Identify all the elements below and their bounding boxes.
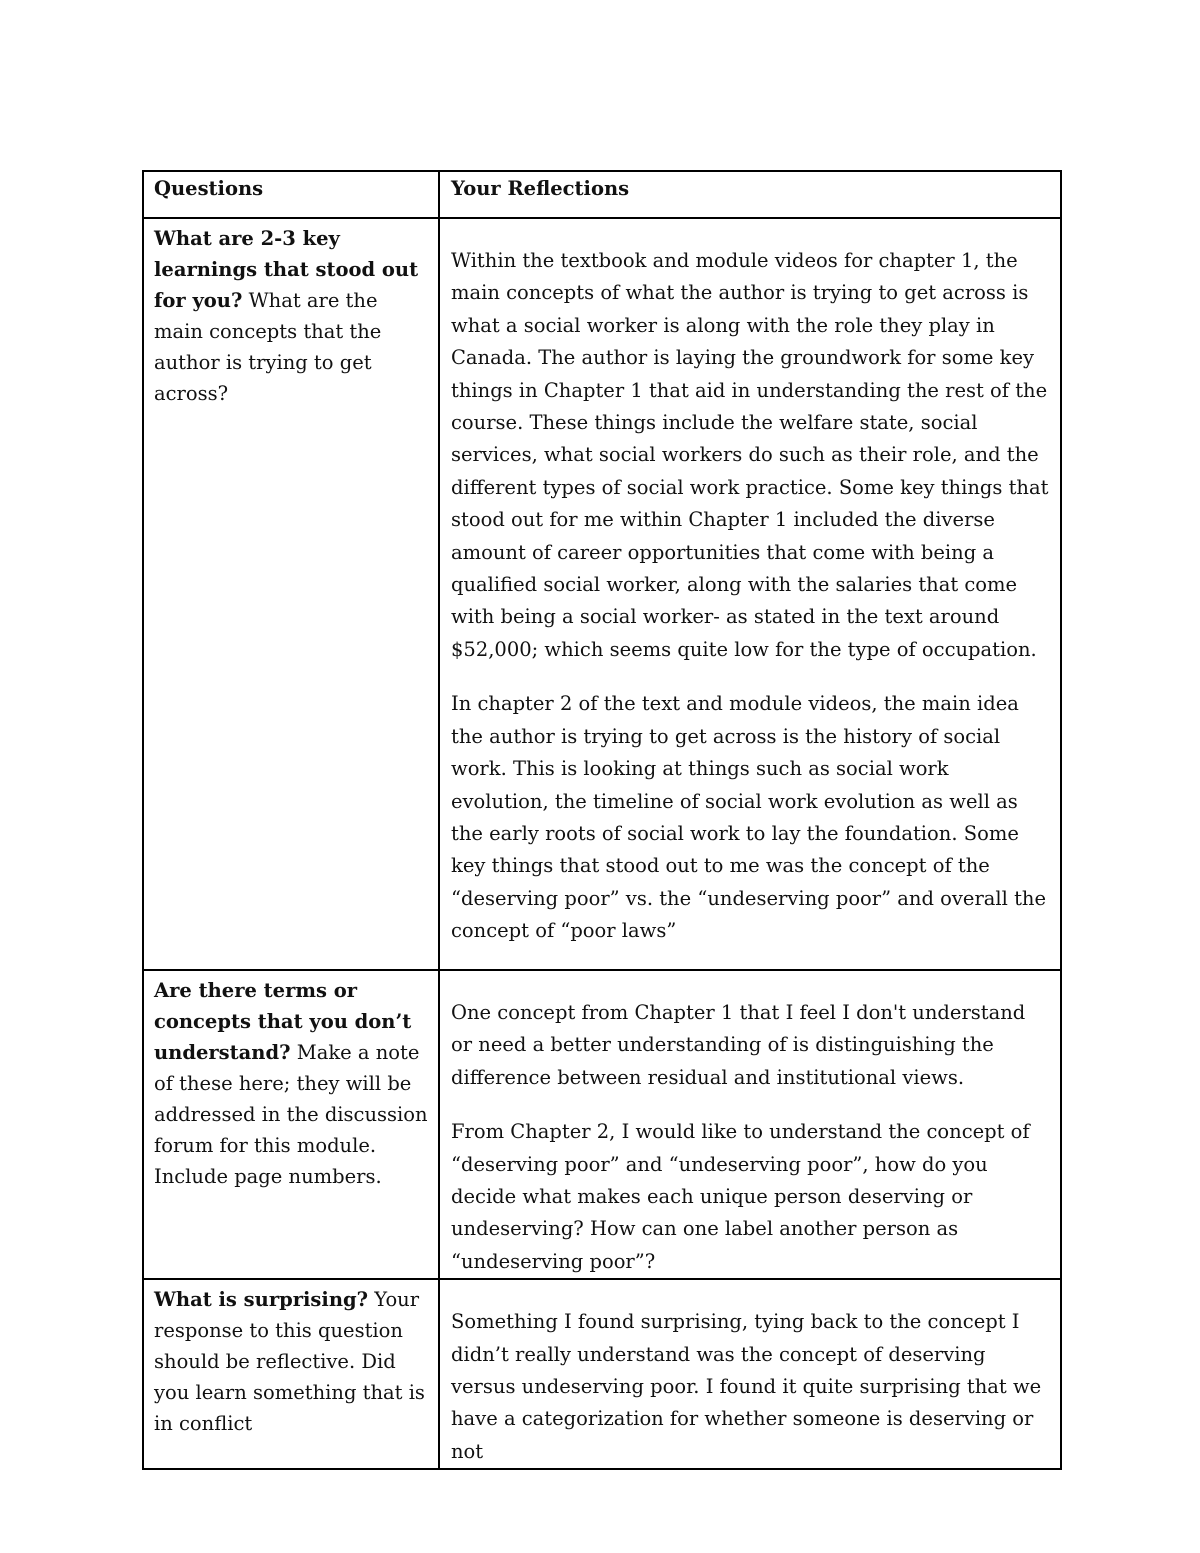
table-row [143, 1279, 1061, 1469]
question-prompt: Your response to this question should be reflective. Did you learn something that is in conflict [154, 1288, 425, 1436]
reflection-table [142, 170, 1062, 1470]
question-title: What is surprising? [154, 1288, 369, 1312]
table-header-row [143, 171, 1061, 218]
header-reflections: Your Reflections [451, 177, 630, 200]
question-prompt: Make a note of these here; they will be addressed in the discussion forum for this module. Include page numbers. [154, 1041, 428, 1188]
header-cell-questions [143, 171, 439, 218]
reflection-cell [439, 218, 1061, 970]
reflection-paragraph: Within the textbook and module videos for chapter 1, the main concepts of what the author is trying to get across is what a social worker is along with the role they play in Canada. The author is laying the groundwork for some key things in Chapter 1 that aid in understanding the rest of the course. These things include the welfare state, social services, what social workers do such as their role, and the different types of social work practice. Some key things that stood out for me within Chapter 1 included the diverse amount of career opportunities that come with being a qualified social worker, along with the salaries that come with being a social worker- as stated in the text around $52,000; which seems quite low for the type of occupation. [451, 249, 1049, 661]
reflection-paragraph: In chapter 2 of the text and module videos, the main idea the author is trying to get across is the history of social work. This is looking at things such as social work evolution, the timeline of social work evolution as well as the early roots of social work to lay the foundation. Some key things that stood out to me was the concept of the “deserving poor” vs. the “undeserving poor” and overall the concept of “poor laws” [451, 692, 1046, 943]
question-title: Are there terms or concepts that you don’t understand? [154, 979, 412, 1064]
reflection-paragraph: Something I found surprising, tying back to the concept I didn’t really understand was the concept of deserving versus undeserving poor. I found it quite surprising that we have a categorization for whether someone is deserving or not [451, 1310, 1042, 1463]
reflection-paragraph: From Chapter 2, I would like to understand the concept of “deserving poor” and “undeserving poor”, how do you decide what makes each unique person deserving or undeserving? How can one label another person as “undeserving poor”? [451, 1120, 1030, 1273]
reflection-paragraph: One concept from Chapter 1 that I feel I don't understand or need a better understanding of is distinguishing the difference between residual and institutional views. [451, 1001, 1026, 1089]
reflection-cell [439, 1279, 1061, 1469]
table-row [143, 970, 1061, 1279]
reflection-cell [439, 970, 1061, 1279]
table-row [143, 218, 1061, 970]
question-prompt: What are the main concepts that the author is trying to get across? [154, 289, 382, 405]
question-title: What are 2-3 key learnings that stood out for you? [154, 227, 419, 312]
question-cell [143, 218, 439, 970]
header-questions: Questions [154, 177, 264, 200]
question-cell [143, 1279, 439, 1469]
header-cell-reflections [439, 171, 1061, 218]
question-cell [143, 970, 439, 1279]
